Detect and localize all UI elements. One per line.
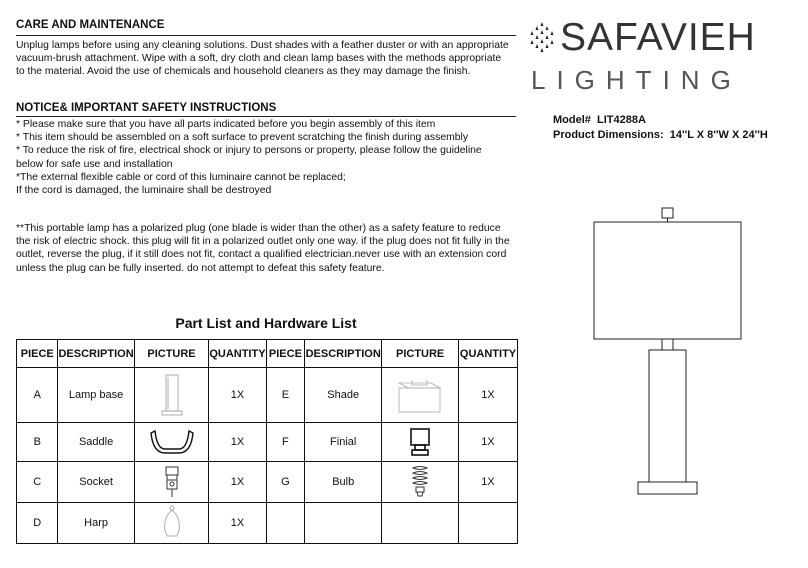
dims-line	[553, 129, 768, 141]
desc-cell: Socket	[58, 462, 134, 503]
notice-line: * This item should be assembled on a soft surface to prevent scratching the finish during assembly	[16, 132, 469, 144]
dims-value: 14''L X 8''W X 24''H	[669, 129, 768, 141]
parts-header-row	[17, 340, 518, 368]
plug-text	[16, 222, 510, 275]
desc-cell: Harp	[58, 503, 134, 544]
notice-line: If the cord is damaged, the luminaire shall be destroyed	[16, 185, 272, 197]
qty-cell: 1X	[459, 423, 518, 462]
plug-line: the risk of electric shock. this plug will fit in a polarized outlet only one way. if the plug does not fit fully in the	[16, 236, 510, 248]
notice-line: *The external flexible cable or cord of this luminaire cannot be replaced;	[16, 171, 346, 183]
notice-line: below for safe use and installation	[16, 158, 173, 170]
qty-cell: 1X	[459, 462, 518, 503]
model-value: LIT4288A	[597, 114, 646, 126]
table-row	[17, 368, 518, 423]
brand-name: SAFAVIEH	[560, 16, 756, 59]
saddle-icon	[145, 427, 199, 457]
care-line: vacuum-brush attachment. Wipe with a soft, dry cloth and clean lamp bases with the methods appropriate	[16, 53, 502, 65]
picture-cell	[382, 368, 459, 423]
model-label: Model#	[553, 114, 591, 126]
qty-cell: 1X	[209, 368, 266, 423]
care-heading: CARE AND MAINTENANCE	[16, 19, 165, 31]
col-header: DESCRIPTION	[58, 340, 134, 368]
plug-line: outlet, reverse the plug, if it still does not fit, contact a qualified electrician.never use with an extension cord	[16, 249, 507, 261]
piece-cell: G	[266, 462, 305, 503]
desc-cell: Saddle	[58, 423, 134, 462]
piece-cell: F	[266, 423, 305, 462]
table-row	[17, 503, 518, 544]
lamp-body	[649, 350, 686, 482]
harp-icon	[157, 504, 187, 542]
care-rule	[16, 35, 516, 36]
piece-cell	[266, 503, 305, 544]
lamp-base-icon	[147, 371, 197, 419]
lamp-foot	[638, 482, 697, 494]
col-header: PICTURE	[382, 340, 459, 368]
brand-sub: LIGHTING	[531, 65, 742, 95]
piece-cell: C	[17, 462, 58, 503]
desc-cell: Shade	[305, 368, 382, 423]
lamp-drawing	[580, 205, 760, 505]
notice-heading: NOTICE& IMPORTANT SAFETY INSTRUCTIONS	[16, 102, 277, 114]
notice-line: * To reduce the risk of fire, electrical shock or injury to persons or property, please follow the guideline	[16, 145, 482, 157]
qty-cell: 1X	[459, 368, 518, 423]
piece-cell: D	[17, 503, 58, 544]
picture-cell	[382, 462, 459, 503]
chandelier-logo-icon	[528, 20, 556, 56]
table-row	[17, 462, 518, 503]
qty-cell: 1X	[209, 423, 266, 462]
notice-text	[16, 118, 482, 197]
col-header: PICTURE	[134, 340, 209, 368]
lamp-finial	[662, 208, 673, 218]
col-header: DESCRIPTION	[305, 340, 382, 368]
col-header: QUANTITY	[209, 340, 266, 368]
desc-cell	[305, 503, 382, 544]
parts-title: Part List and Hardware List	[175, 315, 357, 331]
finial-icon	[405, 426, 435, 458]
plug-line: unless the plug can be fully inserted. do not attempt to defeat this safety feature.	[16, 262, 385, 274]
lamp-neck	[662, 339, 673, 350]
col-header: QUANTITY	[459, 340, 518, 368]
desc-cell: Lamp base	[58, 368, 134, 423]
lamp-shade	[594, 222, 741, 339]
notice-line: * Please make sure that you have all parts indicated before you begin assembly of this item	[16, 119, 436, 130]
socket-icon	[157, 464, 187, 500]
col-header: PIECE	[266, 340, 305, 368]
col-header: PIECE	[17, 340, 58, 368]
desc-cell: Finial	[305, 423, 382, 462]
qty-cell: 1X	[209, 462, 266, 503]
plug-line: **This portable lamp has a polarized plug (one blade is wider than the other) as a safety feature to reduce	[16, 223, 501, 234]
piece-cell: A	[17, 368, 58, 423]
desc-cell: Bulb	[305, 462, 382, 503]
picture-cell	[382, 423, 459, 462]
dims-label: Product Dimensions:	[553, 129, 664, 141]
table-row	[17, 423, 518, 462]
care-text	[16, 39, 509, 79]
picture-cell	[382, 503, 459, 544]
picture-cell	[134, 503, 209, 544]
bulb-icon	[405, 464, 435, 500]
care-line: to the material. Avoid the use of chemicals and household cleaners as they may damage the finish.	[16, 66, 471, 78]
picture-cell	[134, 423, 209, 462]
care-line: Unplug lamps before using any cleaning solutions. Dust shades with a feather duster or with an appropriate	[16, 40, 509, 51]
parts-table	[16, 339, 518, 544]
picture-cell	[134, 368, 209, 423]
shade-icon	[390, 375, 450, 415]
model-line	[553, 114, 646, 126]
notice-rule	[16, 116, 516, 117]
piece-cell: B	[17, 423, 58, 462]
piece-cell: E	[266, 368, 305, 423]
picture-cell	[134, 462, 209, 503]
qty-cell	[459, 503, 518, 544]
qty-cell: 1X	[209, 503, 266, 544]
